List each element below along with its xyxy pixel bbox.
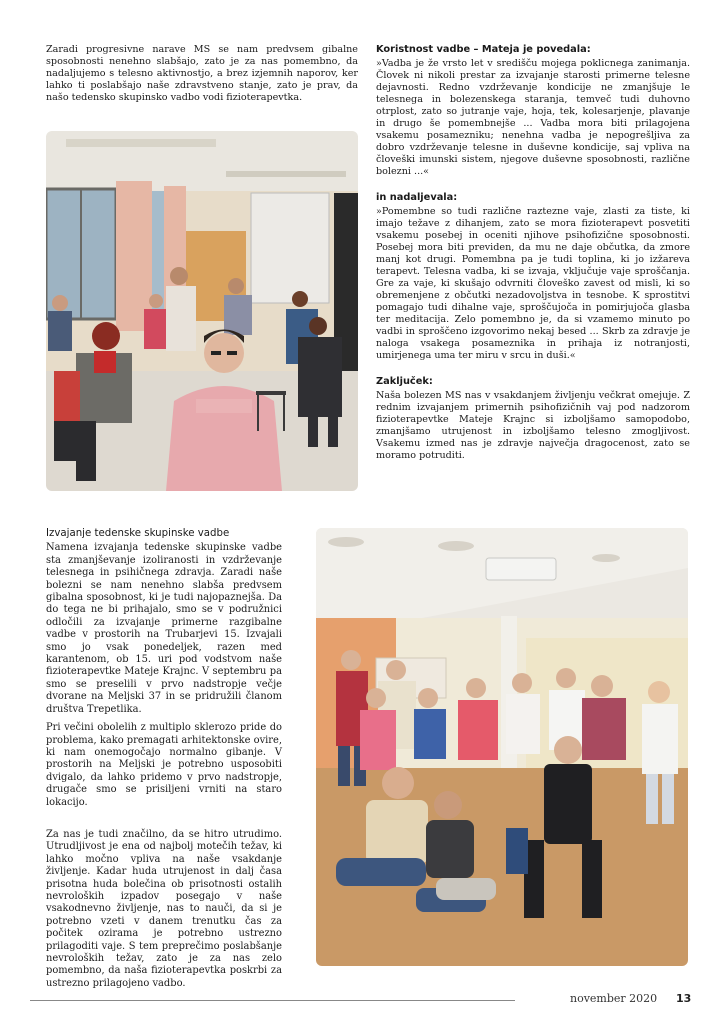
- quote-paragraph-2: »Pomembne so tudi različne raztezne vaje, zlasti za tiste, ki imajo težave z dihanjem, zato se mora fizioterapevt posvetiti vsakemu posebej in oceniti njihove psihofizične sposobnosti. Posebej mora biti previden, da mu ne daje občutka, da zmore manj kot drugi. Pomembna pa je tudi toplina, ki jo izžareva terapevt. Telesna vadba, ki se izvaja, vključuje vaje sproščanja. Gre za vaje, ki skušajo odvrniti človeško zavest od misli, ki so obremenjene z občutki nezadovoljstva in tesnobe. K sprostitvi pomagajo tudi dihalne vaje, sproščujoča in pomirjujoča glasba ter meditacija. Zelo pomembno je, da si vzamemo minuto po vadbi in sproščeno izgovorimo nekaj besed ... Skrb za zdravje je naloga vsakega posameznika in prihaja iz notranjosti, umirjenega uma ter miru v srcu in duši.«: [376, 206, 690, 361]
- group-exercise-paragraph-3: Za nas je tudi značilno, da se hitro utrudimo. Utrudljivost je ena od najbolj motečih težav, ki lahko močno vpliva na naše vsakdanje življenje. Kadar huda utrujenost in dalj časa prisotna huda bolečina ob prisotnosti ostalih nevroloških izpadov posegajo v naše vsakodnevno življenje, nas to nauči, da si je potrebno vzeti v danem trenutku čas za počitek ozirama je potrebno ustrezno prilagoditi vaje. S tem preprečimo poslabšanje nevroloških težav, zato je za nas zelo pomembno, da naša fizioterapevtka poskrbi za ustrezno prilagojeno vadbo.: [46, 828, 282, 989]
- intro-paragraph: Zaradi progresivne narave MS se nam predvsem gibalne sposobnosti nenehno slabšajo, zato je za nas pomembno, da nadaljujemo s telesno aktivnostjo, a brez izjemnih naporov, ker lahko ti poslabšajo naše zdravstveno stanje, zato je prav, da našo tedensko skupinsko vadbo vodi fizioterapevtka.: [46, 44, 358, 103]
- group-photo-illustration: [316, 528, 688, 966]
- exercise-session-photo: [46, 131, 358, 491]
- footer-rule: [30, 1000, 515, 1001]
- conclusion-paragraph: Naša bolezen MS nas v vsakdanjem življenju večkrat omejuje. Z rednim izvajanjem primernih psihofizičnih vaj pod nadzorom fizioterapevtke Mateje Krajnc si izboljšamo samopodobo, zmanjšamo utrujenost in izboljšamo telesno zmogljivost. Vsakemu izmed nas je zdravje največja dragocenost, zato se moramo potruditi.: [376, 390, 690, 461]
- quote-paragraph-1: »Vadba je že vrsto let v središču mojega poklicnega zanimanja. Človek ni nikoli prestar za izvajanje starosti primerne telesne dejavnosti. Redno vzdrževanje kondicije ne zmanjšuje le telesnega in bolezenskega staranja, temveč tudi duhovno otrplost, zato so jutranje vaje, hoja, tek, kolesarjenje, plavanje in drugo še pomembnejše ... Vadba mora biti prilagojena vsakemu posamezniku; nenehna vadba je nepogrešljiva za dobro vzdrževanje telesne in duševne kondicije, saj vpliva na človeški imunski sistem, njegove duševne sposobnosti, različne bolezni ...«: [376, 58, 690, 177]
- group-exercise-paragraph-2: Pri večini obolelih z multiplo sklerozo pride do problema, kako premagati arhitektonske ovire, ki nam onemogočajo normalno gibanje. V prostorih na Meljski je potrebno usposobiti dvigalo, da lahko pridemo v prvo nadstropje, drugače smo se prisiljeni vrniti na staro lokacijo.: [46, 722, 283, 808]
- group-exercise-heading: Izvajanje tedenske skupinske vadbe: [46, 528, 230, 539]
- group-photo: [316, 528, 688, 966]
- group-exercise-column: [46, 528, 282, 996]
- conclusion-heading: Zaključek:: [376, 376, 433, 387]
- right-column: [376, 44, 690, 468]
- intro-column: [46, 44, 358, 104]
- footer-issue-date: november 2020: [570, 992, 658, 1005]
- group-exercise-paragraph-1: Namena izvajanja tedenske skupinske vadbe sta zmanjševanje izoliranosti in vzdrževanje telesnega in psihičnega zdravja. Zaradi naše bolezni se nam nenehno slabša predvsem gibalna sposobnost, ki je tudi najopaznejša. Da do tega ne bi prihajalo, smo se v podružnici odločili za izvajanje primerne razgibalne vadbe v prostorih na Trubarjevi 15. Izvajali smo jo vsak ponedeljek, razen med karantenom, ob 15. uri pod vodstvom naše fizioterapevtke Mateje Krajnc. V septembru pa smo se preselili v prvo nadstropje večje dvorane na Meljski 37 in se pridružili članom društva Trepetlika.: [46, 542, 282, 715]
- page-number: 13: [676, 992, 692, 1005]
- continuation-heading: in nadaljevala:: [376, 192, 458, 203]
- exercise-session-illustration: [46, 131, 358, 491]
- benefits-heading: Koristnost vadbe – Mateja je povedala:: [376, 44, 591, 55]
